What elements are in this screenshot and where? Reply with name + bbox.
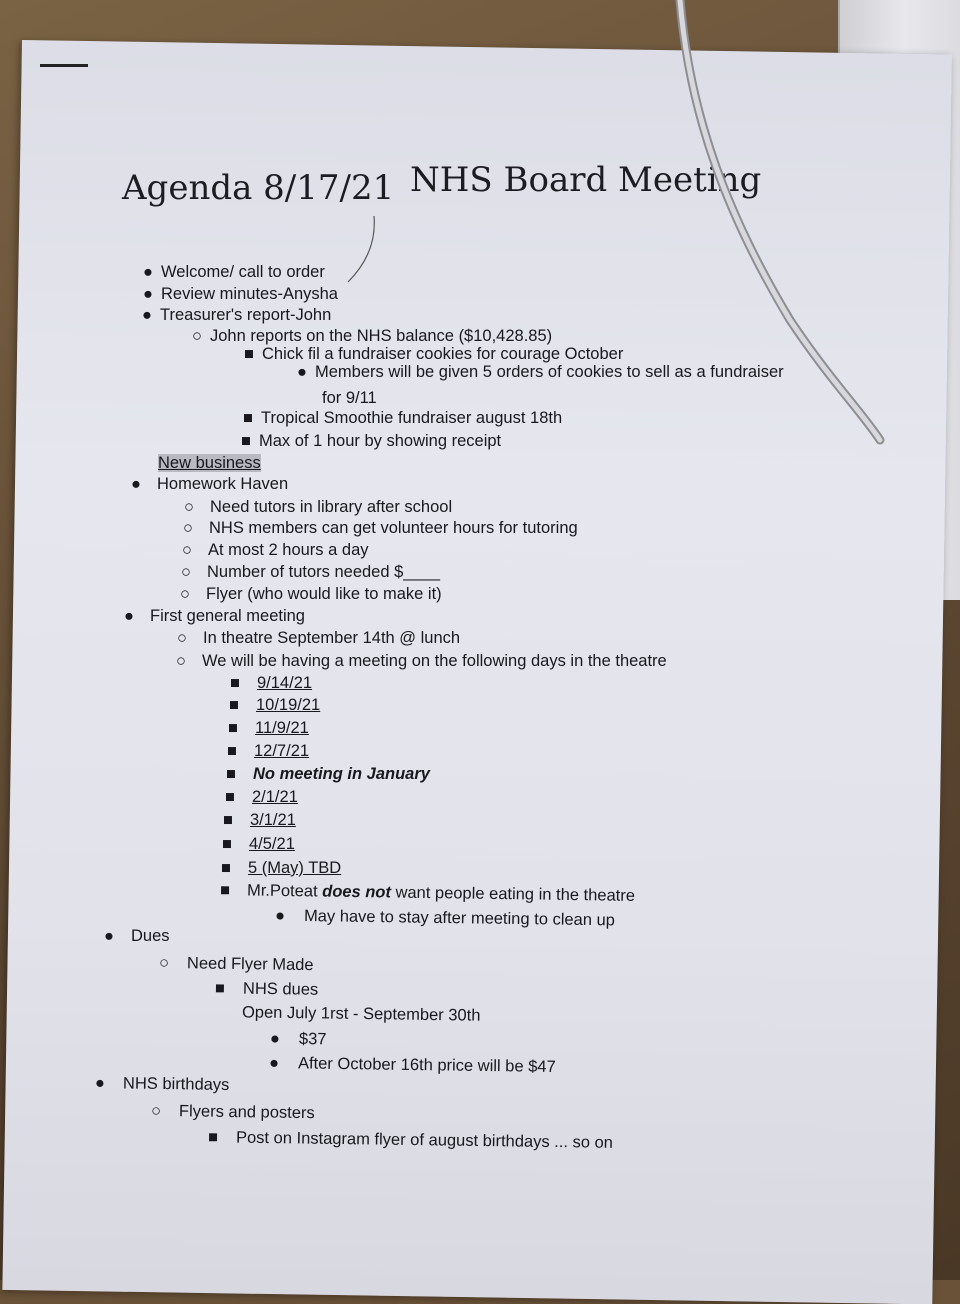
agenda-subitem: ○ We will be having a meeting on the following days in the theatre bbox=[176, 652, 667, 670]
agenda-item: ● Dues bbox=[104, 927, 170, 945]
agenda-subitem: ● May have to stay after meeting to clean up bbox=[274, 906, 616, 930]
agenda-subitem: ■ Chick fil a fundraiser cookies for courage October bbox=[244, 345, 624, 363]
agenda-subitem: for 9/11 bbox=[322, 389, 377, 407]
agenda-subitem: ■ NHS dues bbox=[214, 979, 319, 999]
agenda-subitem: ○ At most 2 hours a day bbox=[182, 541, 369, 559]
agenda-subitem: ■ Mr.Poteat does not want people eating in the theatre bbox=[219, 881, 636, 905]
agenda-subitem: ○ John reports on the NHS balance ($10,428.85) bbox=[192, 327, 553, 345]
agenda-item: ● Homework Haven bbox=[131, 475, 289, 493]
agenda-item: ● First general meeting bbox=[124, 607, 305, 625]
meeting-date: ■ 12/7/21 bbox=[227, 742, 310, 760]
agenda-item: ● Treasurer's report-John bbox=[142, 306, 332, 324]
agenda-subitem: ● After October 16th price will be $47 bbox=[268, 1053, 556, 1077]
agenda-subitem: ● $37 bbox=[269, 1029, 327, 1049]
agenda-subitem: ○ Need Flyer Made bbox=[158, 953, 314, 975]
meeting-date: ■ 2/1/21 bbox=[225, 788, 298, 806]
agenda-subitem: Open July 1rst - September 30th bbox=[241, 1003, 481, 1025]
meeting-date: ■ 3/1/21 bbox=[223, 811, 296, 829]
meeting-date: ■ 11/9/21 bbox=[228, 719, 309, 737]
meeting-date: ■ 9/14/21 bbox=[230, 674, 313, 692]
dash-mark bbox=[40, 64, 88, 67]
agenda-subitem: ○ Number of tutors needed $____ bbox=[181, 563, 440, 581]
meeting-date: ■ 4/5/21 bbox=[222, 835, 295, 853]
agenda-subitem: ○ Need tutors in library after school bbox=[184, 498, 453, 516]
section-heading: New business bbox=[158, 454, 261, 472]
paper-sheet bbox=[2, 40, 952, 1304]
meeting-date-note: ■ No meeting in January bbox=[226, 765, 430, 783]
agenda-subitem: ○ Flyers and posters bbox=[150, 1101, 315, 1123]
meeting-date: ■ 10/19/21 bbox=[229, 696, 321, 714]
agenda-subitem: ○ In theatre September 14th @ lunch bbox=[177, 629, 461, 647]
agenda-subitem: ■ Max of 1 hour by showing receipt bbox=[241, 432, 502, 450]
meeting-title: NHS Board Meeting bbox=[410, 160, 762, 200]
agenda-item: ● NHS birthdays bbox=[94, 1074, 230, 1094]
agenda-subitem: ■ Post on Instagram flyer of august birthdays ... so on bbox=[207, 1128, 614, 1152]
agenda-date-title: Agenda 8/17/21 bbox=[122, 168, 395, 208]
meeting-date: ■ 5 (May) TBD bbox=[221, 859, 342, 877]
agenda-item: ● Welcome/ call to order bbox=[143, 263, 325, 281]
agenda-subitem: ■ Tropical Smoothie fundraiser august 18th bbox=[243, 409, 563, 427]
agenda-subitem: ○ NHS members can get volunteer hours for tutoring bbox=[183, 519, 578, 537]
agenda-subitem: ● Members will be given 5 orders of cookies to sell as a fundraiser bbox=[297, 363, 784, 381]
agenda-item: ● Review minutes-Anysha bbox=[143, 285, 338, 303]
agenda-subitem: ○ Flyer (who would like to make it) bbox=[180, 585, 442, 603]
